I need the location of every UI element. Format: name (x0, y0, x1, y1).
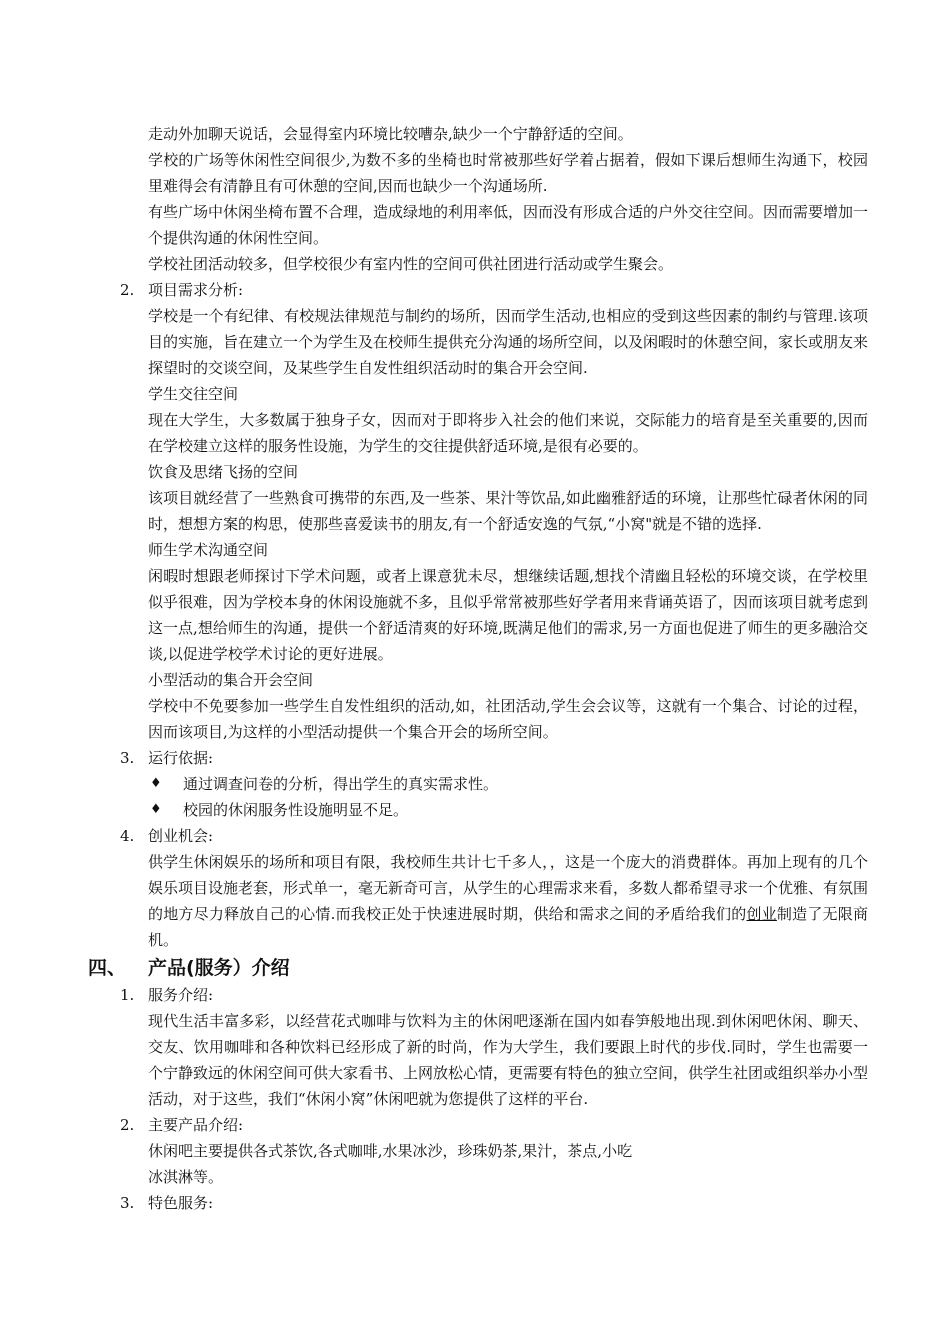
bullet-text: 校园的休闲服务性设施明显不足。 (183, 801, 409, 819)
bullet-item (0, 771, 950, 797)
list-item-2 (0, 277, 950, 303)
list-number: 1. (120, 986, 135, 1004)
paragraph: 冰淇淋等。 (148, 1168, 224, 1186)
list-number: 2. (120, 281, 135, 299)
list-item-title: 主要产品介绍: (148, 1116, 244, 1134)
list-item-title: 创业机会: (148, 827, 214, 845)
section-heading (0, 954, 950, 982)
paragraph: 闲暇时想跟老师探讨下学术问题，或者上课意犹未尽，想继续话题,想找个清幽且轻松的环境交谈，在学校里似乎很难，因为学校本身的休闲设施就不多，且似乎常常被那些好学者用来背诵英语了，因而该项目就考虑到这一点,想给师生的沟通，提供一个舒适清爽的好环境,既满足他们的需求,另一方面也促进了师生的更多融洽交谈,以促进学校学术讨论的更好进展。 (148, 567, 869, 663)
underlined-text: 创业 (746, 905, 777, 923)
paragraph: 该项目就经营了一些熟食可携带的东西,及一些茶、果汁等饮品,如此幽雅舒适的环境，让那些忙碌者休闲的同时，想想方案的构思，使那些喜爱读书的朋友,有一个舒适安逸的气氛,“小窝"就是不错的选择. (148, 489, 868, 533)
bullet-text: 通过调查问卷的分析，得出学生的真实需求性。 (183, 775, 499, 793)
list-item-title: 运行依据: (148, 749, 214, 767)
diamond-bullet-icon: ♦ (150, 776, 162, 791)
list-item-1 (0, 982, 950, 1008)
text-run: 供学生休闲娱乐的场所和项目有限，我校师生共计七千多人，，这是一个庞大的消费群体。再加上现有的几个娱乐项目设施老套，形式单一，毫无新奇可言，从学生的心理需求来看，多数人都希望寻求一个优雅、有氛围的地方尽力释放自己的心情.而我校正处于快速进展时期，供给和需求之间的矛盾给我们的 (148, 853, 869, 923)
list-item-2 (0, 1112, 950, 1138)
list-item-4 (0, 823, 950, 849)
subheading: 小型活动的集合开会空间 (148, 671, 314, 689)
subheading: 饮食及思绪飞扬的空间 (148, 463, 299, 481)
list-number: 2. (120, 1116, 135, 1134)
list-item-title: 项目需求分析: (148, 281, 244, 299)
list-item-title: 服务介绍: (148, 986, 214, 1004)
list-item-title: 特色服务: (148, 1194, 214, 1212)
list-number: 3. (120, 1194, 135, 1212)
subheading: 师生学术沟通空间 (148, 541, 269, 559)
paragraph: 现在大学生，大多数属于独身子女，因而对于即将步入社会的他们来说，交际能力的培育是至关重要的,因而在学校建立这样的服务性设施，为学生的交往提供舒适环境,是很有必要的。 (148, 411, 868, 455)
list-item-3 (0, 745, 950, 771)
paragraph: 现代生活丰富多彩，以经营花式咖啡与饮料为主的休闲吧逐渐在国内如春笋般地出现.到休闲吧休闲、聊天、交友、饮用咖啡和各种饮料已经形成了新的时尚，作为大学生，我们要跟上时代的步伐.同时，学生也需要一个宁静致远的休闲空间可供大家看书、上网放松心情，更需要有特色的独立空间，供学生社团或组织举办小型活动，对于这些，我们“休闲小窝”休闲吧就为您提供了这样的平台. (148, 1012, 869, 1108)
paragraph: 休闲吧主要提供各式茶饮,各式咖啡,水果冰沙，珍珠奶茶,果汁，茶点,小吃 (148, 1142, 633, 1160)
paragraph: 学校中不免要参加一些学生自发性组织的活动,如，社团活动,学生会会议等，这就有一个集合、讨论的过程，因而该项目,为这样的小型活动提供一个集合开会的场所空间。 (148, 697, 868, 741)
paragraph: 学校社团活动较多，但学校很少有室内性的空间可供社团进行活动或学生聚会。 (148, 255, 674, 273)
list-item-3 (0, 1190, 950, 1216)
paragraph: 学校的广场等休闲性空间很少,为数不多的坐椅也时常被那些好学着占据着，假如下课后想师生沟通下，校园里难得会有清静且有可休憩的空间,因而也缺少一个沟通场所. (148, 151, 868, 195)
paragraph (148, 849, 868, 953)
list-number: 4. (120, 827, 135, 845)
bullet-item (0, 797, 950, 823)
paragraph: 有些广场中休闲坐椅布置不合理，造成绿地的利用率低，因而没有形成合适的户外交往空间。因而需要增加一个提供沟通的休闲性空间。 (148, 203, 869, 247)
document-body (0, 121, 950, 1216)
subheading: 学生交往空间 (148, 385, 239, 403)
paragraph: 学校是一个有纪律、有校规法律规范与制约的场所，因而学生活动,也相应的受到这些因素的制约与管理.该项目的实施，旨在建立一个为学生及在校师生提供充分沟通的场所空间，以及闲暇时的休憩空间，家长或朋友来探望时的交谈空间，及某些学生自发性组织活动时的集合开会空间. (148, 307, 869, 377)
paragraph: 走动外加聊天说话，会显得室内环境比较嘈杂,缺少一个宁静舒适的空间。 (148, 125, 633, 143)
list-number: 3. (120, 749, 135, 767)
section-number: 四、 (88, 957, 127, 979)
diamond-bullet-icon: ♦ (150, 802, 162, 817)
text-run: 制造了无限商机。 (148, 905, 868, 949)
section-title: 产品(服务）介绍 (148, 957, 290, 979)
